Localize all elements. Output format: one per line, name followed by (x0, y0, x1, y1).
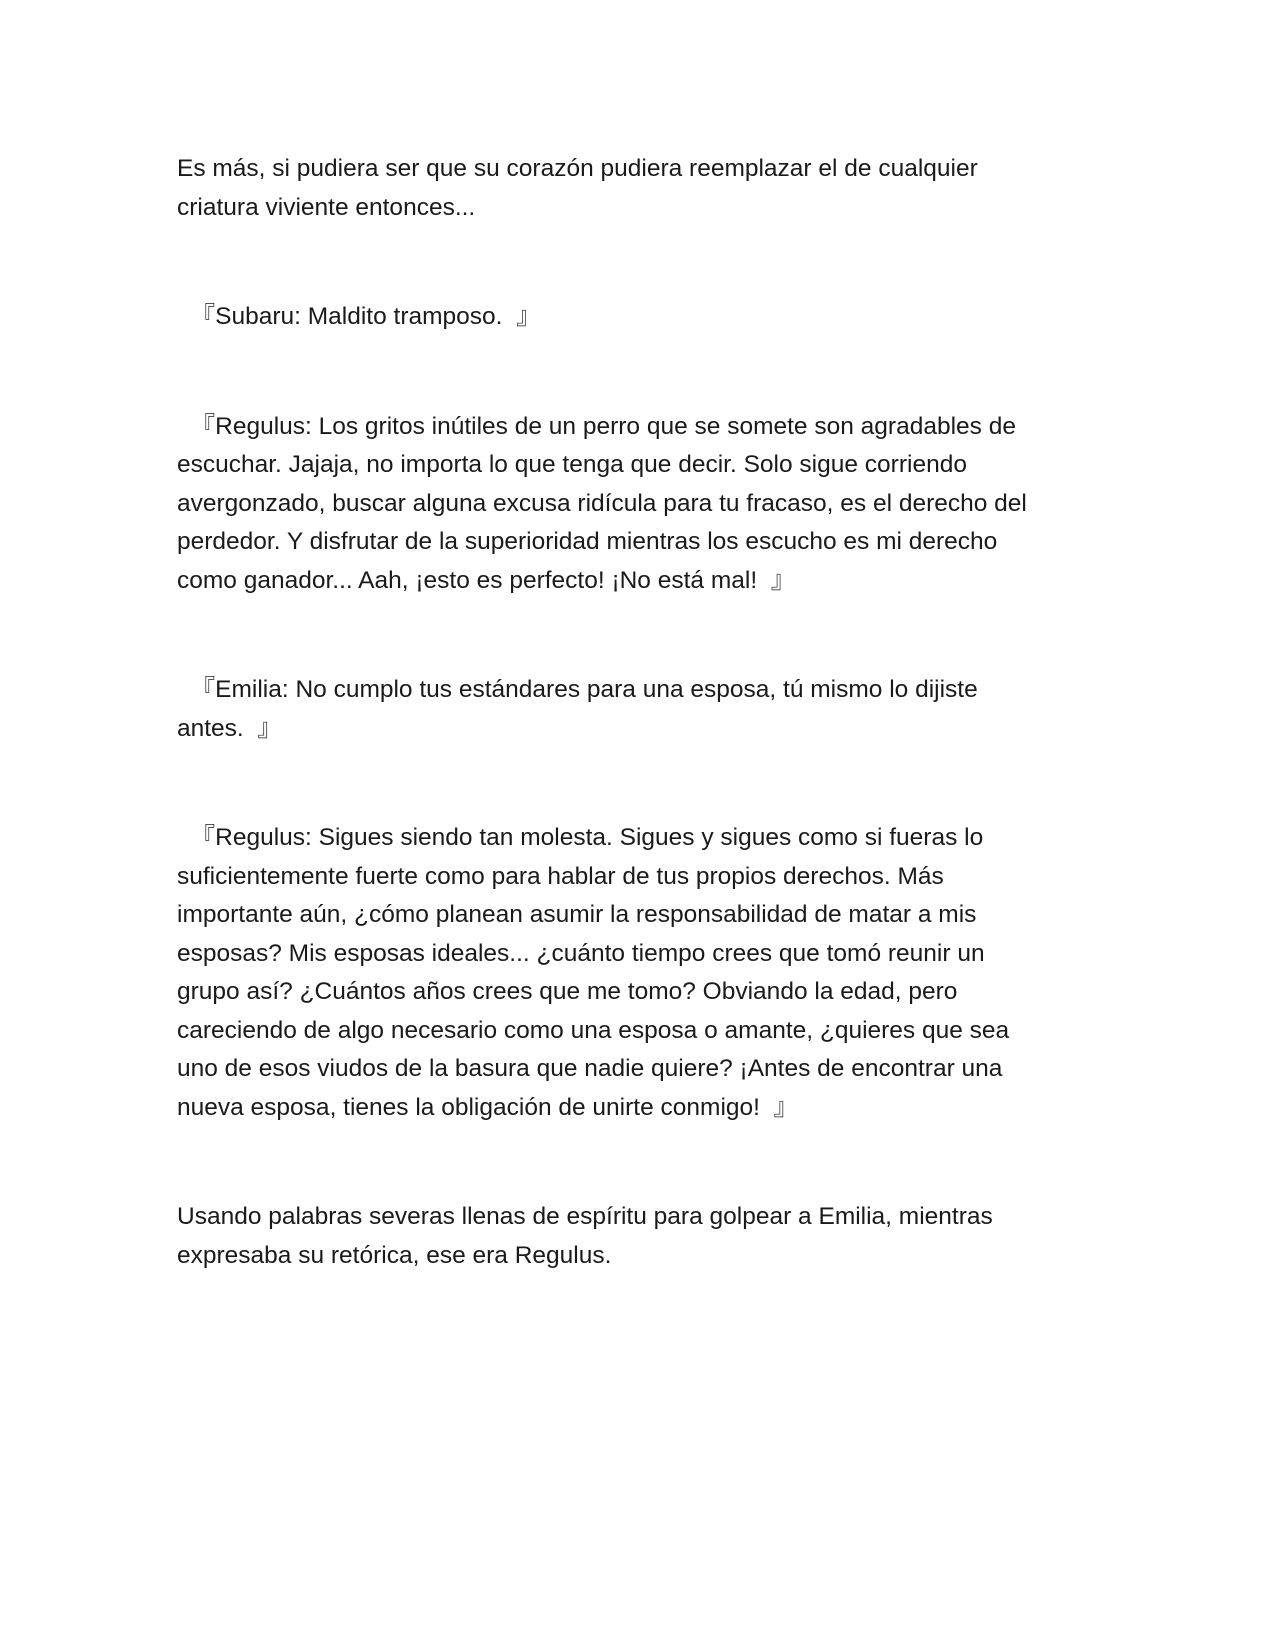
narration-paragraph: Es más, si pudiera ser que su corazón pudiera reemplazar el de cualquier criatura viviente entonces... (177, 155, 978, 221)
paragraph-spacer (177, 748, 1097, 819)
paragraph-spacer (177, 227, 1097, 298)
dialogue-subaru: 『Subaru: Maldito tramposo. 』 (177, 303, 541, 330)
dialogue-emilia: 『Emilia: No cumplo tus estándares para una esposa, tú mismo lo dijiste antes. 』 (177, 676, 978, 742)
dialogue-regulus: 『Regulus: Los gritos inútiles de un perro que se somete son agradables de escuchar. Jajaja, no importa lo que tenga que decir. Solo sigue corriendo avergonzado, buscar alguna excusa ridícula para tu fracaso, es el derecho del perdedor. Y disfrutar de la superioridad mientras los escucho es mi derecho como ganador... Aah, ¡esto es perfecto! ¡No está mal! 』 (177, 412, 1027, 594)
narration-paragraph: Usando palabras severas llenas de espíritu para golpear a Emilia, mientras expresaba su retórica, ese era Regulus. (177, 1203, 993, 1269)
document-body (177, 150, 1097, 1275)
paragraph-spacer (177, 600, 1097, 671)
paragraph-spacer (177, 1127, 1097, 1198)
paragraph-spacer (177, 337, 1097, 408)
dialogue-regulus: 『Regulus: Sigues siendo tan molesta. Sigues y sigues como si fueras lo suficientemente fuerte como para hablar de tus propios derechos. Más importante aún, ¿cómo planean asumir la responsabilidad de matar a mis esposas? Mis esposas ideales... ¿cuánto tiempo crees que tomó reunir un grupo así? ¿Cuántos años crees que me tomo? Obviando la edad, pero careciendo de algo necesario como una esposa o amante, ¿quieres que sea uno de esos viudos de la basura que nadie quiere? ¡Antes de encontrar una nueva esposa, tienes la obligación de unirte conmigo! 』 (177, 824, 1010, 1121)
